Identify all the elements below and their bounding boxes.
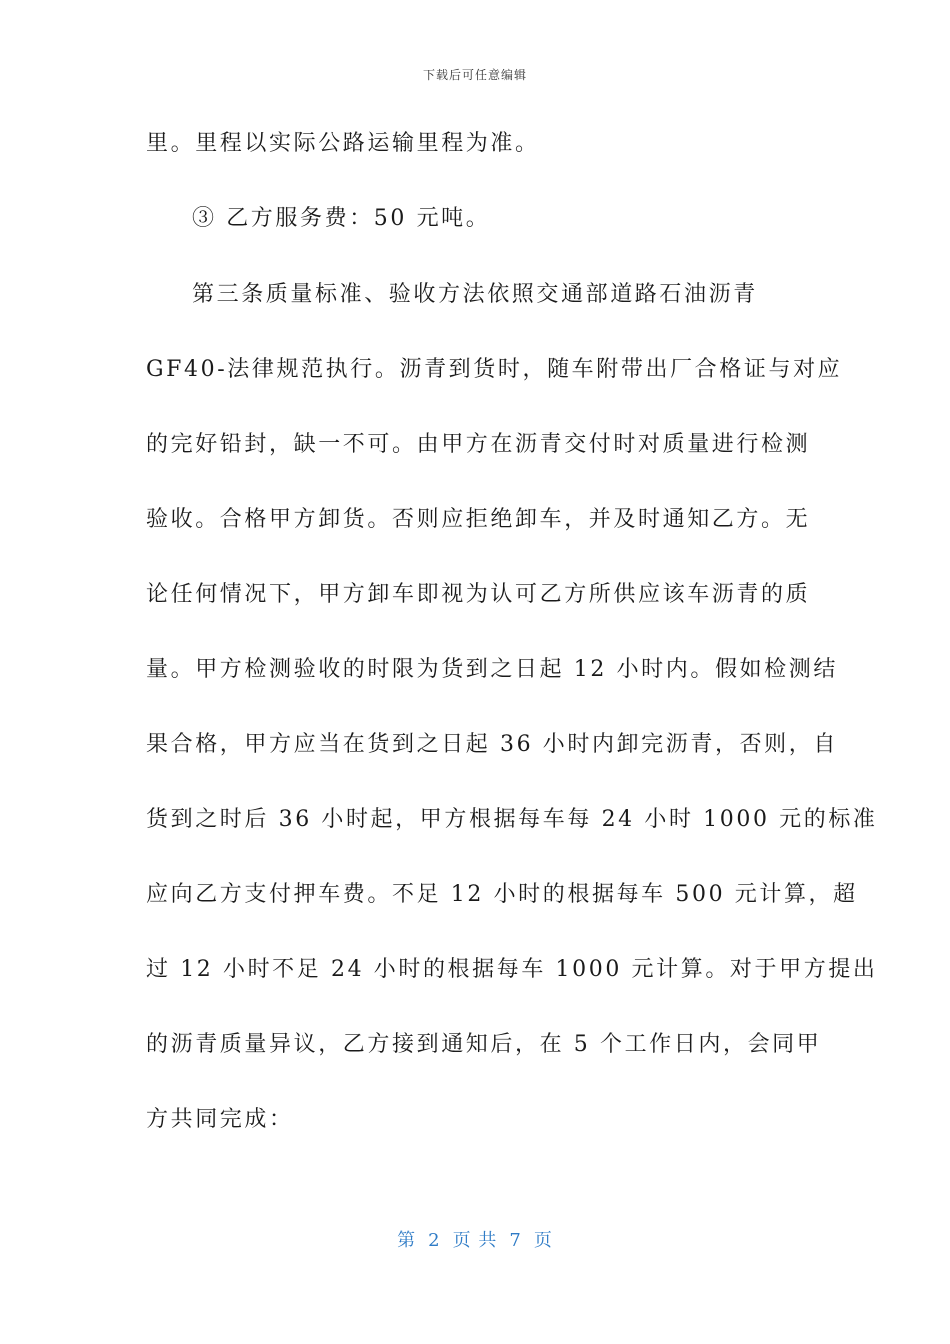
- paragraph-line: 应向乙方支付押车费。不足 12 小时的根据每车 500 元计算，超: [146, 882, 858, 907]
- paragraph-line: 量。甲方检测验收的时限为货到之日起 12 小时内。假如检测结: [146, 657, 838, 682]
- paragraph-line: GF40-法律规范执行。沥青到货时，随车附带出厂合格证与对应: [146, 357, 843, 382]
- page-header-note: 下载后可任意编辑: [422, 68, 527, 82]
- current-page-number: 2: [428, 1230, 441, 1251]
- footer-middle: 页 共: [452, 1230, 498, 1251]
- paragraph-line: 第三条质量标准、验收方法依照交通部道路石油沥青: [192, 282, 758, 307]
- footer-suffix: 页: [533, 1230, 553, 1251]
- paragraph-line: 果合格，甲方应当在货到之日起 36 小时内卸完沥青，否则，自: [146, 732, 838, 757]
- paragraph-line: 的完好铅封，缺一不可。由甲方在沥青交付时对质量进行检测: [146, 432, 811, 457]
- paragraph-line: 里。里程以实际公路运输里程为准。: [146, 131, 540, 156]
- paragraph-line: 的沥青质量异议，乙方接到通知后，在 5 个工作日内，会同甲: [146, 1032, 822, 1057]
- paragraph-line: 论任何情况下，甲方卸车即视为认可乙方所供应该车沥青的质: [146, 582, 811, 607]
- total-pages-number: 7: [509, 1230, 522, 1251]
- paragraph-line: 验收。合格甲方卸货。否则应拒绝卸车，并及时通知乙方。无: [146, 507, 811, 532]
- paragraph-line: 方共同完成：: [146, 1107, 294, 1132]
- paragraph-line: 货到之时后 36 小时起，甲方根据每车每 24 小时 1000 元的标准: [146, 807, 878, 832]
- page-number-footer: [0, 1226, 950, 1252]
- paragraph-line: 过 12 小时不足 24 小时的根据每车 1000 元计算。对于甲方提出: [146, 957, 878, 982]
- footer-prefix: 第: [397, 1230, 417, 1251]
- paragraph-line: ③ 乙方服务费：50 元吨。: [192, 206, 491, 231]
